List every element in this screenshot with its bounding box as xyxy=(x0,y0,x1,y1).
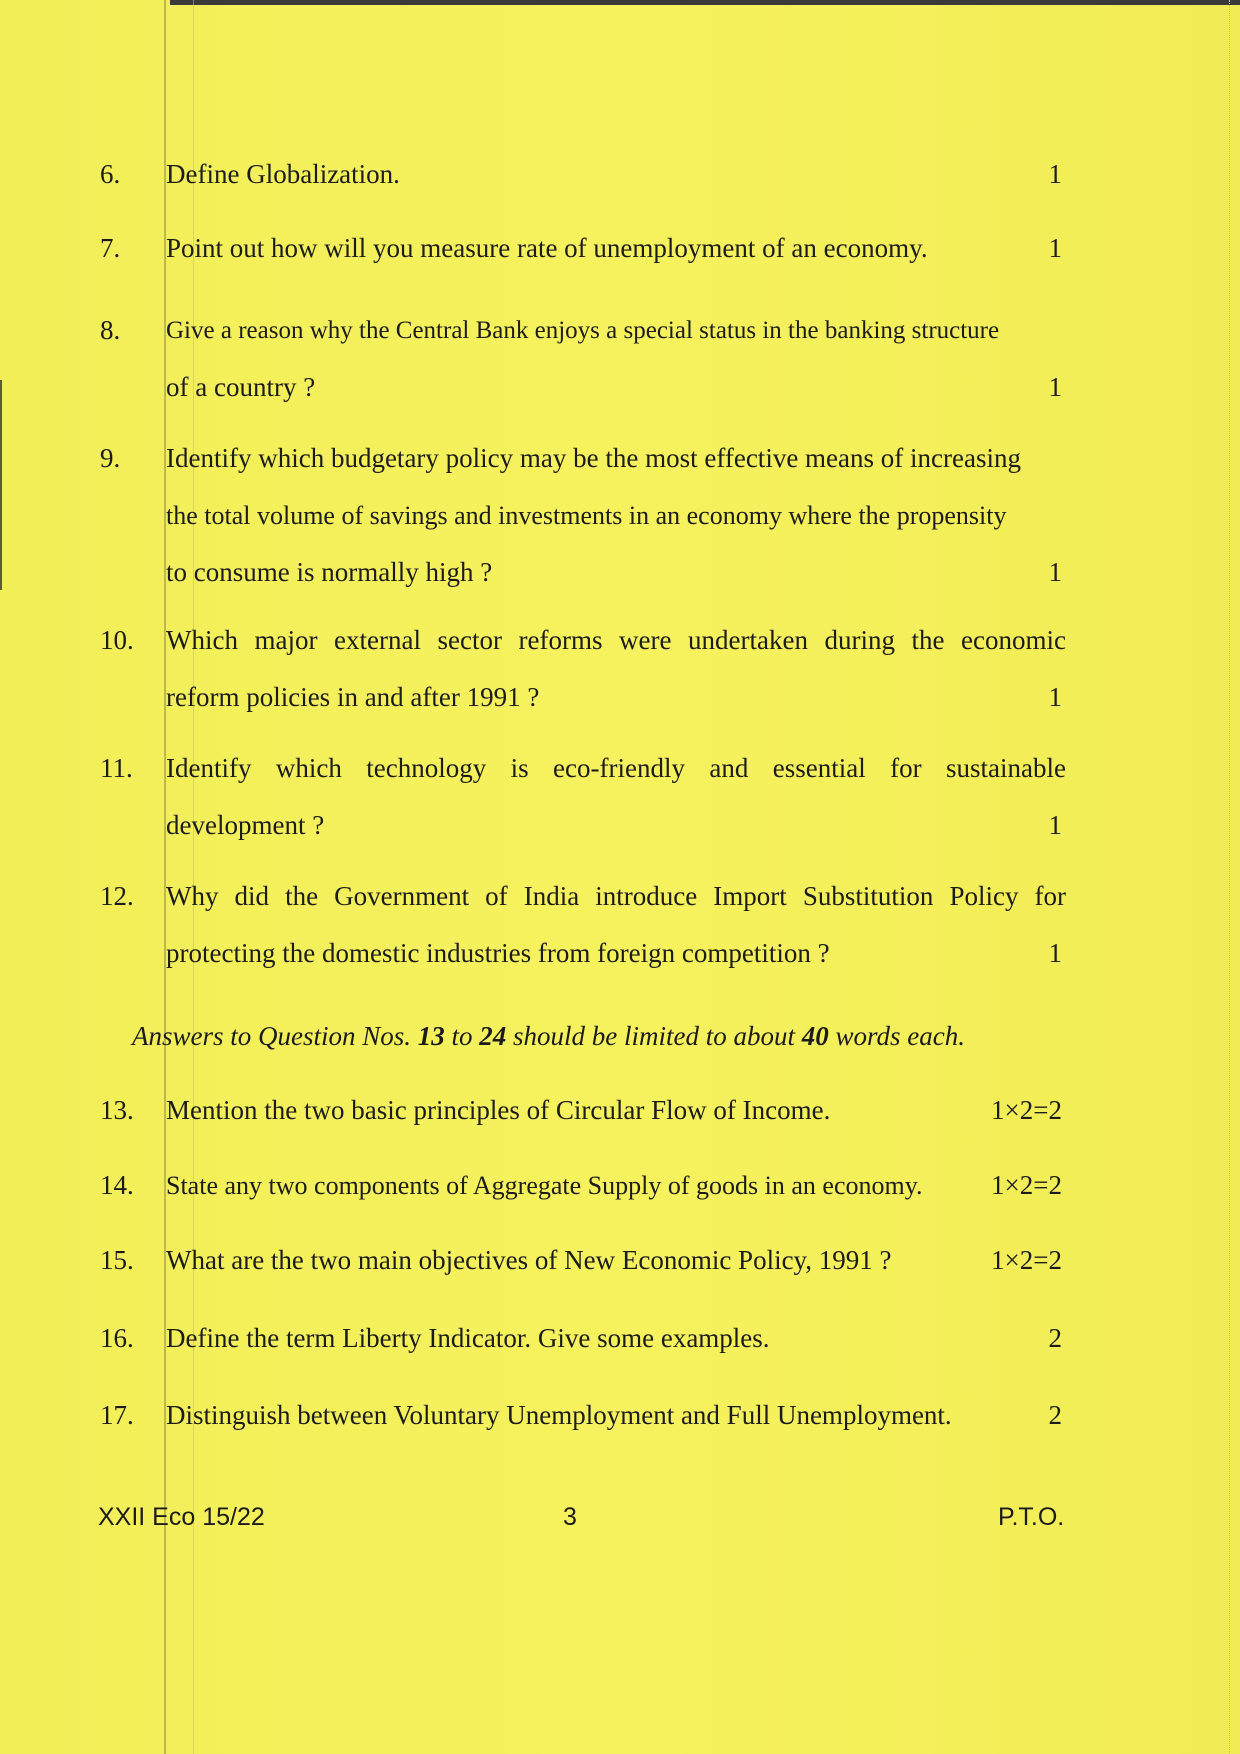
question-line: development ? xyxy=(166,810,325,840)
question-line: protecting the domestic industries from foreign competition ? xyxy=(166,938,830,968)
question-number: 9. xyxy=(100,443,121,473)
question-marks: 1 xyxy=(1048,159,1062,189)
question-number: 16. xyxy=(100,1323,134,1353)
page-number: 3 xyxy=(563,1503,577,1531)
question-text xyxy=(166,220,1066,277)
question-line: Define the term Liberty Indicator. Give some examples. xyxy=(166,1323,770,1353)
section-instruction xyxy=(132,1008,1062,1065)
question-text xyxy=(166,1310,1066,1367)
question-marks: 1 xyxy=(1048,233,1062,263)
page-footer xyxy=(0,1491,1240,1551)
question-text xyxy=(166,740,1066,854)
question-marks: 1 xyxy=(1048,557,1062,587)
question-marks: 1×2=2 xyxy=(991,1245,1062,1275)
question-text xyxy=(166,1082,1066,1139)
question-line: Point out how will you measure rate of unemployment of an economy. xyxy=(166,233,928,263)
question-line: Identify which technology is eco-friendly and essential for sustainable xyxy=(166,753,1066,783)
question-marks: 1×2=2 xyxy=(991,1170,1062,1200)
question-number: 7. xyxy=(100,233,121,263)
question-line: Distinguish between Voluntary Unemployment and Full Unemployment. xyxy=(166,1400,952,1430)
question-line: to consume is normally high ? xyxy=(166,557,493,587)
question-line: What are the two main objectives of New Economic Policy, 1991 ? xyxy=(166,1245,892,1275)
question-number: 15. xyxy=(100,1245,134,1275)
paper-code: XXII Eco 15/22 xyxy=(98,1503,265,1531)
question-line: Give a reason why the Central Bank enjoys a special status in the banking structure xyxy=(166,317,1000,344)
question-line: Define Globalization. xyxy=(166,159,400,189)
question-marks: 2 xyxy=(1048,1400,1062,1430)
question-text xyxy=(166,868,1066,982)
question-line: Why did the Government of India introduce Import Substitution Policy for xyxy=(166,881,1066,911)
question-text xyxy=(166,302,1066,416)
instruction-text: to xyxy=(444,1021,480,1051)
question-text xyxy=(166,146,1066,203)
instruction-from: 13 xyxy=(417,1021,445,1051)
question-marks: 1 xyxy=(1048,372,1062,402)
scan-left-mark xyxy=(0,380,2,590)
question-number: 12. xyxy=(100,881,134,911)
question-line: the total volume of savings and investments in an economy where the propensity xyxy=(166,501,1007,530)
question-number: 6. xyxy=(100,159,121,189)
question-number: 11. xyxy=(100,753,133,783)
question-number: 14. xyxy=(100,1170,134,1200)
instruction-text: should be limited to about xyxy=(506,1021,802,1051)
question-line: Identify which budgetary policy may be the most effective means of increasing xyxy=(166,443,1021,473)
instruction-text: Answers to Question Nos. xyxy=(132,1021,418,1051)
question-text xyxy=(166,612,1066,726)
scan-top-edge xyxy=(170,0,1240,5)
question-number: 8. xyxy=(100,315,121,345)
question-number: 17. xyxy=(100,1400,134,1430)
instruction-text: words each. xyxy=(828,1021,966,1051)
question-line: Which major external sector reforms were undertaken during the economic xyxy=(166,625,1066,655)
question-number: 13. xyxy=(100,1095,134,1125)
question-number: 10. xyxy=(100,625,134,655)
question-line: State any two components of Aggregate Supply of goods in an economy. xyxy=(166,1171,923,1200)
question-line: reform policies in and after 1991 ? xyxy=(166,682,540,712)
question-text xyxy=(166,1157,1066,1214)
question-line: of a country ? xyxy=(166,372,316,402)
please-turn-over: P.T.O. xyxy=(998,1503,1065,1531)
question-line: Mention the two basic principles of Circular Flow of Income. xyxy=(166,1095,831,1125)
question-marks: 1 xyxy=(1048,682,1062,712)
question-marks: 1 xyxy=(1048,810,1062,840)
instruction-to: 24 xyxy=(479,1021,507,1051)
question-marks: 1×2=2 xyxy=(991,1095,1062,1125)
question-text xyxy=(166,1387,1066,1444)
question-marks: 2 xyxy=(1048,1323,1062,1353)
question-text xyxy=(166,1232,1066,1289)
question-text xyxy=(166,430,1066,601)
question-marks: 1 xyxy=(1048,938,1062,968)
instruction-words: 40 xyxy=(801,1021,829,1051)
